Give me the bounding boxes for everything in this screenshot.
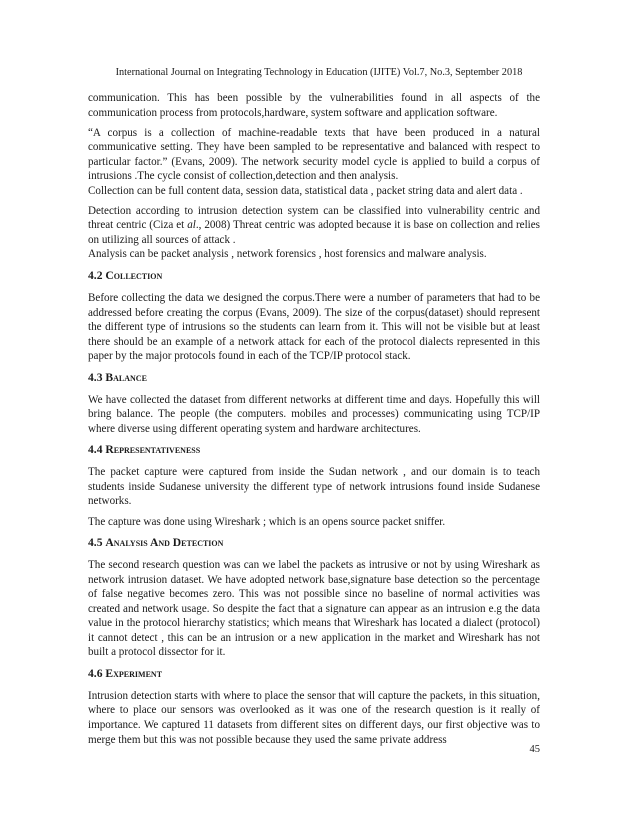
- paragraph: We have collected the dataset from different networks at different time and days. Hopefully this will bring balance. The people (the computers. mobiles and processes) communicating using TCP/IP where diverse using different operating system and hardware architectures.: [88, 393, 540, 435]
- paragraph: The capture was done using Wireshark ; which is an opens source packet sniffer.: [88, 515, 446, 528]
- paragraph: “A corpus is a collection of machine-readable texts that have been produced in a natural communicative setting. They have been sampled to be representative and balanced with respect to particular factor.” (Evans, 2009). The network security model cycle is applied to build a corpus of intrusions .The cycle consist of collection,detection and then analysis.: [88, 126, 540, 183]
- paragraph: Intrusion detection starts with where to place the sensor that will capture the packets, in this situation, where to place our sensors was overlooked as it was one of the research question is it really of importance. We captured 11 datasets from different sites on different days, our first objective was to merge them but this was not possible because they used the same private address: [88, 689, 540, 746]
- section-title: Experiment: [105, 666, 163, 680]
- section-number: 4.3: [88, 370, 103, 384]
- running-header: International Journal on Integrating Technology in Education (IJITE) Vol.7, No.3, September 2018: [115, 67, 523, 78]
- section-title: Balance: [105, 370, 147, 384]
- section-title: Collection: [105, 269, 163, 283]
- paragraph: communication. This has been possible by the vulnerabilities found in all aspects of the communication process from protocols,hardware, system software and application software.: [88, 92, 540, 119]
- section-number: 4.6: [88, 666, 103, 680]
- section-number: 4.4: [88, 443, 103, 457]
- page-number: 45: [529, 744, 540, 755]
- paragraph: The packet capture were captured from inside the Sudan network , and our domain is to teach students inside Sudanese university the different type of network intrusions found inside Sudanese networks.: [88, 466, 540, 508]
- section-heading: [88, 443, 540, 457]
- body-text: [88, 91, 540, 753]
- paragraph: [88, 204, 540, 248]
- section-heading: [88, 269, 540, 283]
- paragraph-text: Detection according to intrusion detection system can be classified into vulnerability centric and threat centric (Ciza et: [88, 204, 540, 232]
- paragraph: Analysis can be packet analysis , network forensics , host forensics and malware analysis.: [88, 248, 487, 261]
- section-number: 4.5: [88, 536, 103, 550]
- paragraph: Collection can be full content data, session data, statistical data , packet string data and alert data .: [88, 184, 523, 197]
- section-heading: [88, 371, 540, 385]
- section-title: Analysis And Detection: [105, 536, 224, 550]
- paragraph-text: ., 2008) Threat centric was adopted because it is base on collection and relies on utilizing all sources of attack .: [88, 219, 540, 246]
- section-heading: [88, 536, 540, 550]
- section-heading: [88, 667, 540, 681]
- section-number: 4.2: [88, 269, 103, 283]
- paragraph: Before collecting the data we designed the corpus.There were a number of parameters that had to be addressed before creating the corpus (Evans, 2009). The size of the corpus(dataset) should represent the different type of intrusions so the students can learn from it. This will not be visible but at least there should be an example of a network attack for each of the protocol dialects represented in this paper by the major protocols found in each of the TCP/IP protocol stack.: [88, 292, 540, 363]
- paragraph: The second research question was can we label the packets as intrusive or not by using Wireshark as network intrusion dataset. We have adopted network base,signature base detection so the percentage of false negative becomes zero. This was not possible since no baseline of normal activities was created and network usage. So despite the fact that a signature can appear as an intrusion e.g the data value in the protocol hierarchy statistics; which means that Wireshark has located a dialect (protocol) it cannot detect , this can be an intrusion or a new application in the market and Wireshark has not built a protocol dissector for it.: [88, 559, 540, 659]
- italic-text: al: [187, 219, 196, 232]
- section-title: Representativeness: [105, 443, 201, 457]
